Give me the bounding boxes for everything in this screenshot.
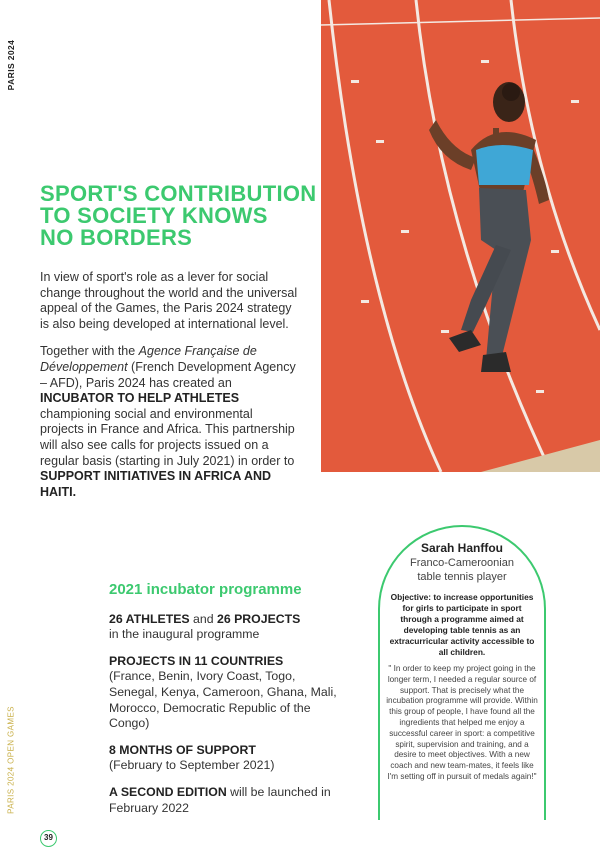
partnership-paragraph: Together with the Agence Française de Développement (French Development Agency – AFD), Paris 2024 has created an INCUBATOR TO HELP ATHLETES championing social and environmental projects in France and Africa. This partnership will also see calls for projects issued on a regular basis (starting in July 2021) in order to SUPPORT INITIATIVES IN AFRICA AND HAITI.: [40, 344, 296, 499]
programme-months: 8 MONTHS OF SUPPORT (February to September 2021): [109, 742, 275, 773]
athlete-role: Franco-Cameroonian table tennis player: [410, 557, 514, 583]
programme-athletes: 26 ATHLETES and 26 PROJECTS in the inaugural programme: [109, 611, 301, 642]
programme-countries: PROJECTS IN 11 COUNTRIES (France, Benin, Ivory Coast, Togo, Senegal, Kenya, Cameroon, Ghana, Mali, Morocco, Democratic Republic of the Congo): [109, 653, 337, 731]
programme-edition: A SECOND EDITION will be launched in February 2022: [109, 784, 331, 815]
testimonial-card: [378, 525, 546, 820]
side-label-bottom: PARIS 2024 OPEN GAMES: [6, 706, 16, 814]
incubator-programme: [109, 582, 339, 827]
side-label-top: PARIS 2024: [6, 39, 16, 91]
athlete-objective: Objective: to increase opportunities for girls to participate in sport through a programme aimed at developing table tennis as an extracurricular activity accessible to all children.: [389, 592, 535, 657]
athlete-photo: [321, 0, 600, 472]
page-number: 39: [40, 830, 57, 847]
body-text: [40, 270, 298, 512]
page-title: SPORT'S CONTRIBUTION TO SOCIETY KNOWS NO BORDERS: [40, 181, 317, 250]
intro-paragraph: In view of sport's role as a lever for social change throughout the world and the universal appeal of the Games, the Paris 2024 strategy is also being developed at international level.: [40, 270, 298, 331]
athlete-quote: " In order to keep my project going in the longer term, I needed a regular source of support. That is precisely what the incubation programme will provide. Within this group of people, I have found all the ingredients that helped me enjoy a successful career in sport: a competitive spirit, supervision and training, and a desire to meet objectives. With a new coach and new team-mates, it feels like I'm setting off in pursuit of medals again!": [386, 664, 538, 781]
programme-title: 2021 incubator programme: [109, 581, 302, 598]
athlete-name: Sarah Hanffou: [420, 541, 503, 555]
